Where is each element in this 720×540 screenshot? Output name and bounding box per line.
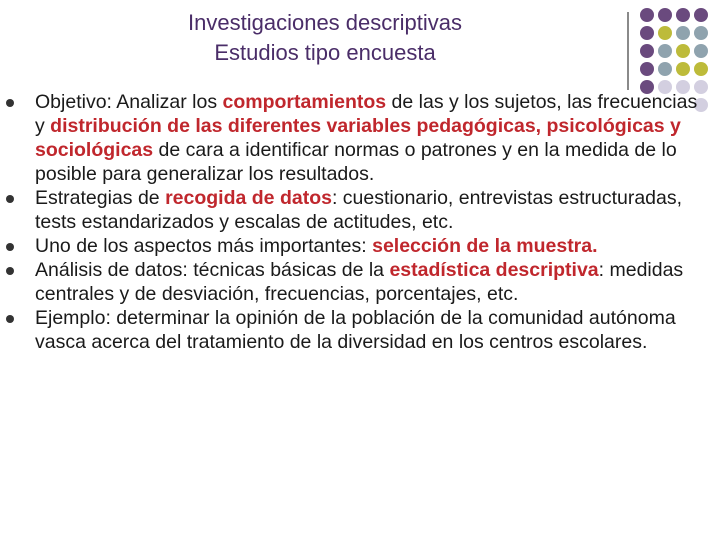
bullet-text: Objetivo: Analizar los xyxy=(35,91,223,113)
highlighted-text: recogida de datos xyxy=(165,187,332,209)
highlighted-text: estadística descriptiva xyxy=(389,259,599,281)
bullet-list xyxy=(0,90,720,354)
decorative-dot xyxy=(694,8,708,22)
decorative-dot xyxy=(694,26,708,40)
bullet-icon xyxy=(6,99,14,107)
decorative-dot xyxy=(676,62,690,76)
decorative-dot xyxy=(676,44,690,58)
title-line-1: Investigaciones descriptivas xyxy=(188,10,462,35)
slide-title xyxy=(40,8,610,68)
bullet-text: : cuestionario, entrevistas estructuradas, tests estandarizados y escalas de actitudes, etc. xyxy=(35,187,683,233)
title-line-2: Estudios tipo encuesta xyxy=(214,40,436,65)
bullet-text: Estrategias de xyxy=(35,187,166,209)
bullet-icon xyxy=(6,315,14,323)
bullet-icon xyxy=(6,267,14,275)
decorative-dot xyxy=(640,62,654,76)
decorative-dot xyxy=(676,26,690,40)
bullet-icon xyxy=(6,195,14,203)
highlighted-text: selección de la muestra. xyxy=(372,235,598,257)
bullet-icon xyxy=(6,243,14,251)
bullet-item xyxy=(0,306,720,354)
bullet-item xyxy=(0,234,720,258)
bullet-item xyxy=(0,90,720,186)
decorative-dot xyxy=(676,8,690,22)
highlighted-text: distribución de las diferentes variables pedagógicas, psicológicas y sociológicas xyxy=(35,115,681,161)
decorative-dot xyxy=(694,44,708,58)
bullet-text: Ejemplo: determinar la opinión de la población de la comunidad autónoma vasca acerca del tratamiento de la diversidad en los centros escolares. xyxy=(35,307,676,353)
bullet-text: Uno de los aspectos más importantes: xyxy=(35,235,373,257)
bullet-text: Análisis de datos: técnicas básicas de la xyxy=(35,259,390,281)
decorative-dot xyxy=(658,26,672,40)
decorative-dot xyxy=(640,44,654,58)
bullet-text: de las y los sujetos, las frecuencias y xyxy=(35,91,698,137)
bullet-text: : medidas centrales y de desviación, frecuencias, porcentajes, etc. xyxy=(35,259,684,305)
decorative-divider xyxy=(627,12,629,90)
decorative-dot xyxy=(640,26,654,40)
decorative-dot xyxy=(658,44,672,58)
highlighted-text: comportamientos xyxy=(222,91,387,113)
bullet-item xyxy=(0,258,720,306)
decorative-dot xyxy=(658,8,672,22)
decorative-dot xyxy=(658,62,672,76)
bullet-item xyxy=(0,186,720,234)
decorative-dot xyxy=(694,62,708,76)
decorative-dot xyxy=(640,8,654,22)
bullet-text: de cara a identificar normas o patrones y en la medida de lo posible para generalizar los resultados. xyxy=(35,139,677,185)
